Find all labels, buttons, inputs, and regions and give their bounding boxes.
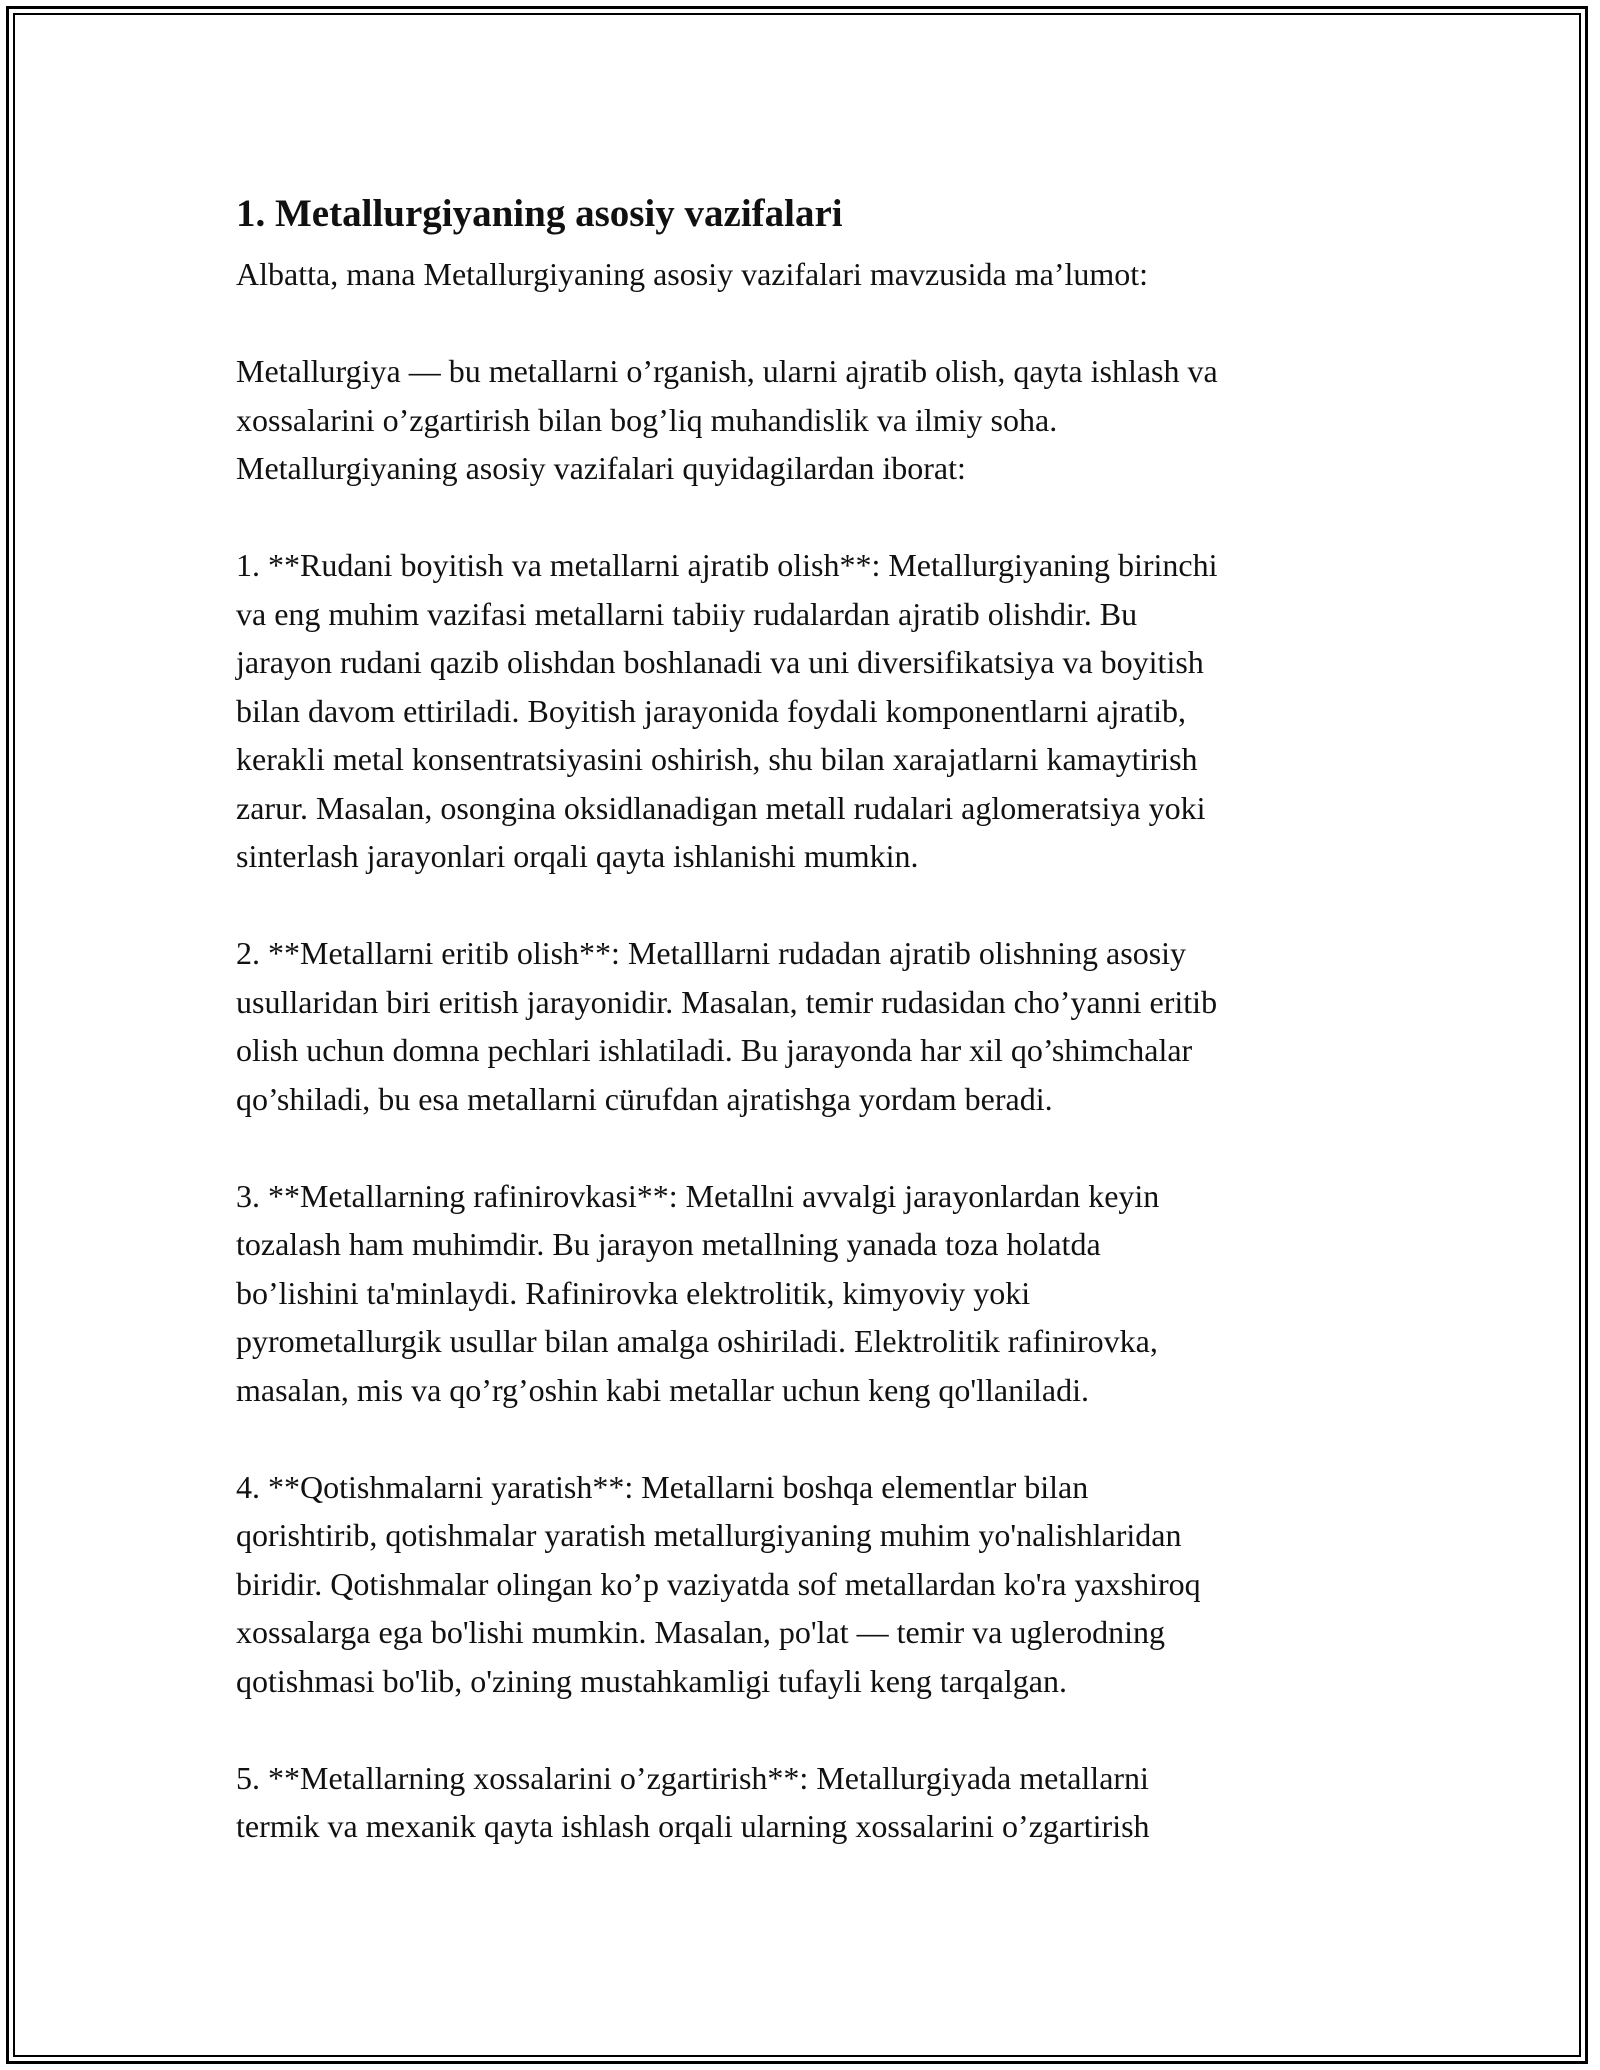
text-line: olish uchun domna pechlari ishlatiladi. Bu jarayonda har xil qo’shimchalar [236,1032,1193,1068]
text-line: 3. **Metallarning rafinirovkasi**: Metallni avvalgi jarayonlardan keyin [236,1177,1160,1214]
text-line: biridir. Qotishmalar olingan ko’p vaziyatda sof metallardan ko'ra yaxshiroq [236,1565,1201,1602]
paragraph-intro [236,250,1376,299]
text-line: 4. **Qotishmalarni yaratish**: Metallarni boshqa elementlar bilan [236,1468,1089,1505]
text-line: qotishmasi bo'lib, o'zining mustahkamligi tufayli keng tarqalgan. [236,1662,1067,1699]
text-line: va eng muhim vazifasi metallarni tabiiy rudalardan ajratib olishdir. Bu [236,595,1138,632]
text-line: kerakli metal konsentratsiyasini oshirish, shu bilan xarajatlarni kamaytirish [236,741,1198,777]
text-line: zarur. Masalan, osongina oksidlanadigan metall rudalari aglomeratsiya yoki [236,789,1206,826]
list-item-4 [236,1463,1376,1706]
document-body [236,186,1376,1899]
text-line: tozalash ham muhimdir. Bu jarayon metallning yanada toza holatda [236,1226,1101,1262]
text-line: xossalarini o’zgartirish bilan bog’liq muhandislik va ilmiy soha. [236,401,1058,438]
text-line: jarayon rudani qazib olishdan boshlanadi va uni diversifikatsiya va boyitish [236,644,1204,680]
list-item-5 [236,1754,1376,1851]
text-line: masalan, mis va qo’rg’oshin kabi metallar uchun keng qo'llaniladi. [236,1371,1089,1408]
text-line: qo’shiladi, bu esa metallarni cürufdan ajratishga yordam beradi. [236,1080,1053,1117]
list-item-2 [236,929,1376,1123]
text-line: 2. **Metallarni eritib olish**: Metalllarni rudadan ajratib olishning asosiy [236,935,1187,971]
text-line: Metallurgiya — bu metallarni o’rganish, ularni ajratib olish, qayta ishlash va [236,353,1218,389]
list-item-3 [236,1172,1376,1415]
text-line: 5. **Metallarning xossalarini o’zgartirish**: Metallurgiyada metallarni [236,1759,1149,1796]
text-line: termik va mexanik qayta ishlash orqali ularning xossalarini o’zgartirish [236,1808,1150,1844]
text-line: sinterlash jarayonlari orqali qayta ishlanishi mumkin. [236,838,919,874]
paragraph-definition [236,347,1376,493]
text-line: bilan davom ettiriladi. Boyitish jarayonida foydali komponentlarni ajratib, [236,692,1186,729]
text-line: pyrometallurgik usullar bilan amalga oshiriladi. Elektrolitik rafinirovka, [236,1323,1158,1359]
text-line: usullaridan biri eritish jarayonidir. Masalan, temir rudasidan cho’yanni eritib [236,983,1218,1020]
text-line: Albatta, mana Metallurgiyaning asosiy vazifalari mavzusida ma’lumot: [236,256,1149,292]
text-line: 1. **Rudani boyitish va metallarni ajratib olish**: Metallurgiyaning birinchi [236,547,1218,583]
text-line: bo’lishini ta'minlaydi. Rafinirovka elektrolitik, kimyoviy yoki [236,1274,1031,1311]
text-line: qorishtirib, qotishmalar yaratish metallurgiyaning muhim yo'nalishlaridan [236,1517,1182,1553]
document-title: 1. Metallurgiyaning asosiy vazifalari [236,192,843,235]
text-line: xossalarga ega bo'lishi mumkin. Masalan, po'lat — temir va uglerodning [236,1614,1165,1650]
list-item-1 [236,541,1376,881]
text-line: Metallurgiyaning asosiy vazifalari quyidagilardan iborat: [236,450,966,486]
